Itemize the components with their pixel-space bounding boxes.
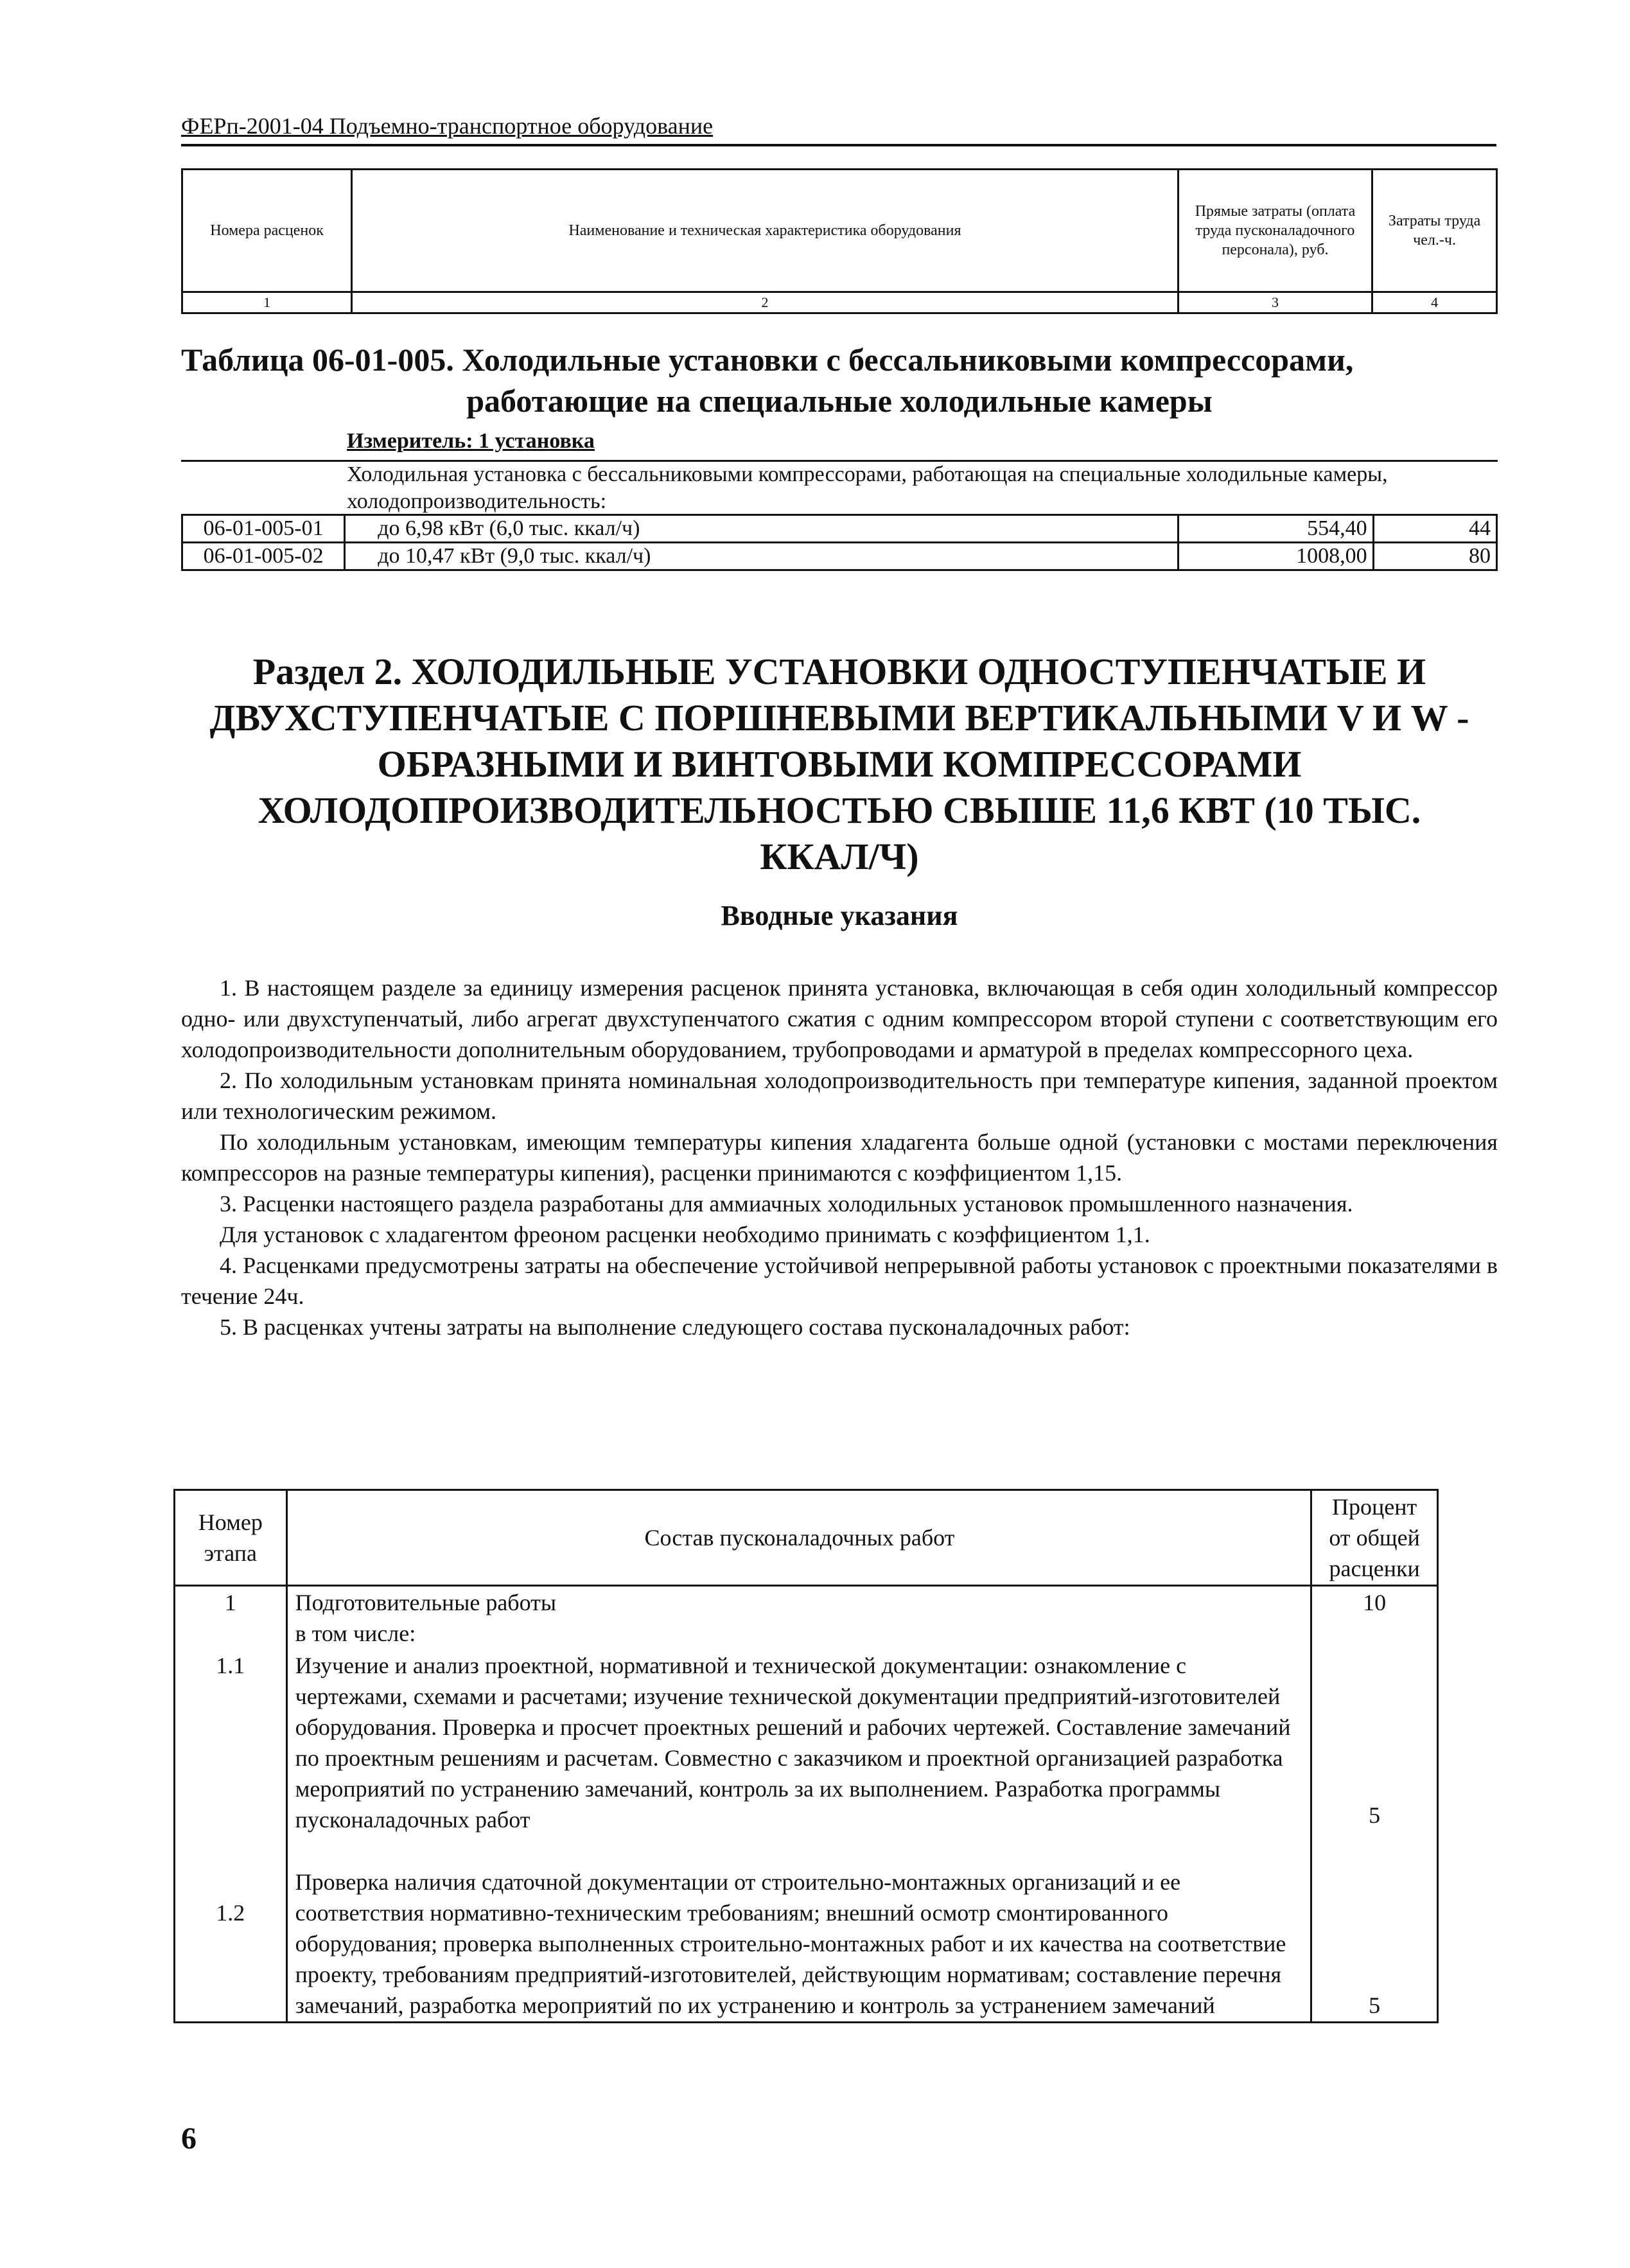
section-title-line: ХОЛОДОПРОИЗВОДИТЕЛЬНОСТЬЮ СВЫШЕ 11,6 КВТ (10 ТЫС. [258,789,1421,831]
section-title-line: ККАЛ/Ч) [760,836,919,877]
stages-head-number: Номер этапа [175,1490,287,1586]
section-title-line: Раздел 2. ХОЛОДИЛЬНЫЕ УСТАНОВКИ ОДНОСТУПЕНЧАТЫЕ И [252,651,1426,692]
rate-code: 06-01-005-01 [182,515,345,543]
stage-content: Проверка наличия сдаточной документации от строительно-монтажных организаций и ее соответствия нормативно-техническим требованиям; внешний осмотр смонтированного оборудования; проверка выполненных строительно-монтажных работ и их качества на соответствие проекту, требованиям предприятий-изготовителей, действующим нормативам; составление перечня замечаний, разработка мероприятий по их устранению и контроль за устранением замечаний [286,1836,1311,2023]
rate-labor: 44 [1373,515,1496,543]
section-title-line: ДВУХСТУПЕНЧАТЫЕ С ПОРШНЕВЫМИ ВЕРТИКАЛЬНЫМИ V И W - [209,697,1469,739]
rate-name: до 6,98 кВт (6,0 тыс. ккал/ч) [345,515,1179,543]
table-row [175,1836,1438,2023]
running-header-text: ФЕРп-2001-04 Подъемно-транспортное оборудование [181,113,714,139]
stage-percent: 5 [1311,1649,1438,1836]
header-col-labor: Затраты труда чел.-ч. [1372,170,1497,292]
paragraph: Для установок с хладагентом фреоном расценки необходимо принимать с коэффициентом 1,1. [220,1222,1150,1247]
paragraph: 2. По холодильным установкам принята номинальная холодопроизводительность при температуре кипения, заданной проектом или технологическим режимом. [181,1068,1498,1124]
table-row [175,1649,1438,1836]
paragraph: 5. В расценках учтены затраты на выполнение следующего состава пусконаладочных работ: [220,1314,1130,1340]
measure-unit-text: Измеритель: 1 установка [347,429,595,453]
header-col-codes: Номера расценок [182,170,352,292]
stage-percent: 5 [1311,1836,1438,2023]
header-num-4: 4 [1372,292,1497,313]
paragraph: 1. В настоящем разделе за единицу измерения расценок принята установка, включающая в себя один холодильный компрессор одно- или двухступенчатый, либо агрегат двухступенчатого сжатия с одним компрессором второй ступени с соответствующим его холодопроизводительности дополнительным оборудованием, трубопроводами и арматурой в пределах компрессорного цеха. [181,975,1498,1062]
rate-labor: 80 [1373,543,1496,570]
column-header-table [181,168,1498,314]
stages-table [173,1489,1439,2023]
header-num-1: 1 [182,292,352,313]
rate-cost: 1008,00 [1179,543,1373,570]
stages-head-percent: Процент от общей расценки [1311,1490,1438,1586]
table-title [181,339,1498,421]
measure-unit [347,429,595,453]
rate-name: до 10,47 кВт (9,0 тыс. ккал/ч) [345,543,1179,570]
stage-percent: 10 [1311,1586,1438,1650]
header-num-2: 2 [352,292,1179,313]
rates-description: Холодильная установка с бессальниковыми компрессорами, работающая на специальные холодильные камеры, холодопроизводительность: [347,462,1388,513]
header-col-cost: Прямые затраты (оплата труда пусконаладочного персонала), руб. [1178,170,1372,292]
intro-title: Вводные указания [721,900,958,931]
paragraph: По холодильным установкам, имеющим температуры кипения хладагента больше одной (установки с мостами переключения компрессоров на разные температуры кипения), расценки принимаются с коэффициентом 1,15. [181,1129,1498,1186]
table-row [182,515,1497,543]
stage-number: 1.1 [175,1649,287,1836]
header-num-3: 3 [1178,292,1372,313]
stage-number: 1.2 [175,1836,287,2023]
paragraph: 4. Расценками предусмотрены затраты на обеспечение устойчивой непрерывной работы установок с проектными показателями в течение 24ч. [181,1253,1498,1309]
header-col-name: Наименование и техническая характеристика оборудования [352,170,1179,292]
table-row [175,1586,1438,1650]
table-title-line-2: работающие на специальные холодильные камеры [466,383,1213,419]
table-title-line-1: Таблица 06-01-005. Холодильные установки с бессальниковыми компрессорами, [181,342,1354,378]
rate-cost: 554,40 [1179,515,1373,543]
page-number: 6 [181,2122,197,2156]
stage-content: Изучение и анализ проектной, нормативной и технической документации: ознакомление с чертежами, схемами и расчетами; изучение технической документации предприятий-изготовителей оборудования. Проверка и просчет проектных решений и рабочих чертежей. Составление замечаний по проектным решениям и расчетам. Совместно с заказчиком и проектной организацией разработка мероприятий по устранению замечаний, контроль за их выполнением. Разработка программы пусконаладочных работ [286,1649,1311,1836]
rate-code: 06-01-005-02 [182,543,345,570]
stage-content: Подготовительные работы в том числе: [286,1586,1311,1650]
paragraph: 3. Расценки настоящего раздела разработаны для аммиачных холодильных установок промышленного назначения. [220,1191,1353,1217]
section-title-line: ОБРАЗНЫМИ И ВИНТОВЫМИ КОМПРЕССОРАМИ [377,743,1302,785]
stages-header-row [175,1490,1438,1586]
section-title [181,649,1498,880]
running-header [181,108,1496,146]
stage-number: 1 [175,1586,287,1650]
stages-head-content: Состав пусконаладочных работ [286,1490,1311,1586]
table-row [182,543,1497,570]
rates-table [181,514,1498,571]
intro-paragraphs [181,972,1498,1342]
